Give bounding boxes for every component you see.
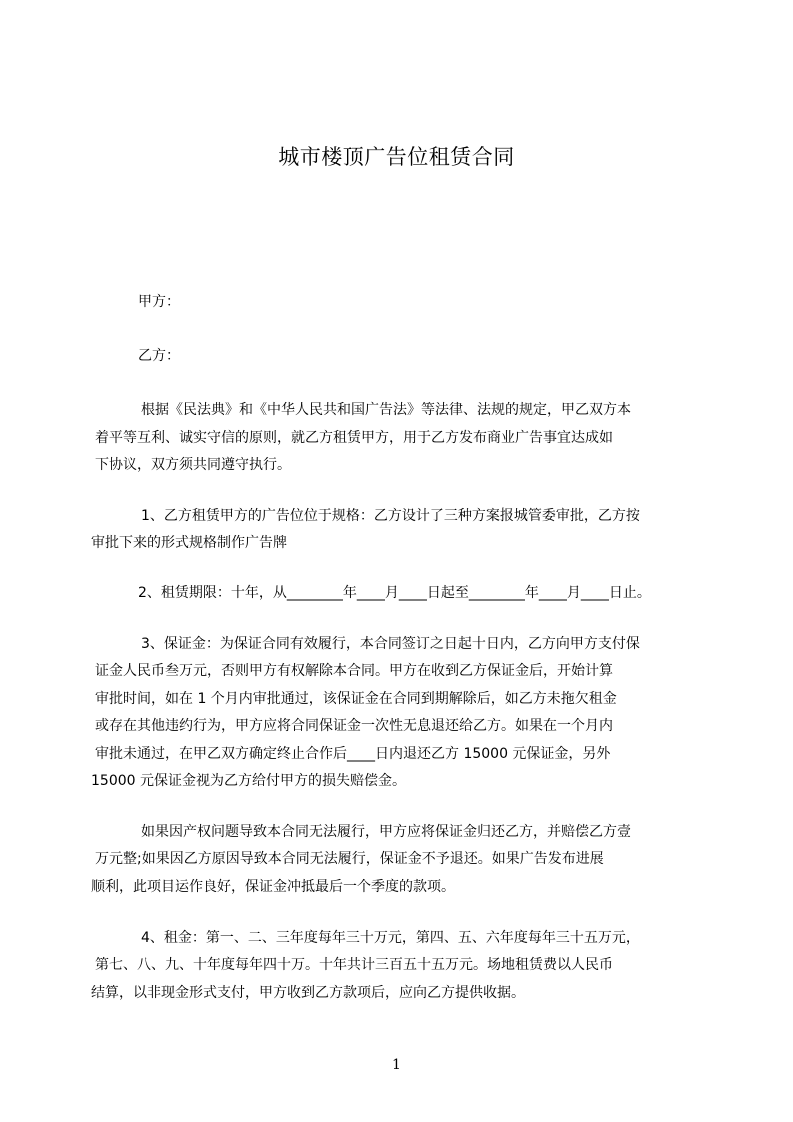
paragraph-line: 或存在其他违约行为，甲方应将合同保证金一次性无息退还给乙方。如果在一个月内 xyxy=(95,718,613,734)
party-b-line: 乙方： xyxy=(138,348,180,364)
paragraph-line: 3、保证金：为保证合同有效履行，本合同签订之日起十日内，乙方向甲方支付保 xyxy=(141,636,640,652)
page-number: 1 xyxy=(392,1057,401,1073)
paragraph-line: 下协议，双方须共同遵守执行。 xyxy=(95,457,291,473)
paragraph-line: 证金人民币叁万元，否则甲方有权解除本合同。甲方在收到乙方保证金后，开始计算 xyxy=(95,663,613,679)
paragraph-line: 着平等互利、诚实守信的原则，就乙方租赁甲方，用于乙方发布商业广告事宜达成如 xyxy=(95,430,613,446)
paragraph-line: 审批下来的形式规格制作广告牌 xyxy=(91,535,287,551)
paragraph-line: 根据《民法典》和《中华人民共和国广告法》等法律、法规的规定，甲乙双方本 xyxy=(141,402,631,418)
paragraph-line: 第七、八、九、十年度每年四十万。十年共计三百五十五万元。场地租赁费以人民币 xyxy=(95,957,613,973)
party-a-line: 甲方： xyxy=(138,294,180,310)
paragraph-line: 1、乙方租赁甲方的广告位位于规格：乙方设计了三种方案报城管委审批，乙方按 xyxy=(141,508,640,524)
paragraph-line: 2、租赁期限：十年，从________年____月____日起至________年____月____日止。 xyxy=(138,585,651,601)
paragraph-line: 15000 元保证金视为乙方给付甲方的损失赔偿金。 xyxy=(91,773,406,789)
paragraph-line: 4、租金：第一、二、三年度每年三十万元，第四、五、六年度每年三十五万元， xyxy=(141,930,640,946)
paragraph-line: 审批未通过，在甲乙双方确定终止合作后____日内退还乙方 15000 元保证金，另外 xyxy=(95,746,611,762)
paragraph-line: 万元整;如果因乙方原因导致本合同无法履行，保证金不予退还。如果广告发布进展 xyxy=(95,851,604,867)
paragraph-line: 审批时间，如在 1 个月内审批通过，该保证金在合同到期解除后，如乙方未拖欠租金 xyxy=(95,691,617,707)
document-title: 城市楼顶广告位租赁合同 xyxy=(278,145,515,169)
paragraph-line: 结算，以非现金形式支付，甲方收到乙方款项后，应向乙方提供收据。 xyxy=(91,985,525,1001)
paragraph-line: 如果因产权问题导致本合同无法履行，甲方应将保证金归还乙方，并赔偿乙方壹 xyxy=(141,824,631,840)
paragraph-line: 顺利，此项目运作良好，保证金冲抵最后一个季度的款项。 xyxy=(91,879,455,895)
